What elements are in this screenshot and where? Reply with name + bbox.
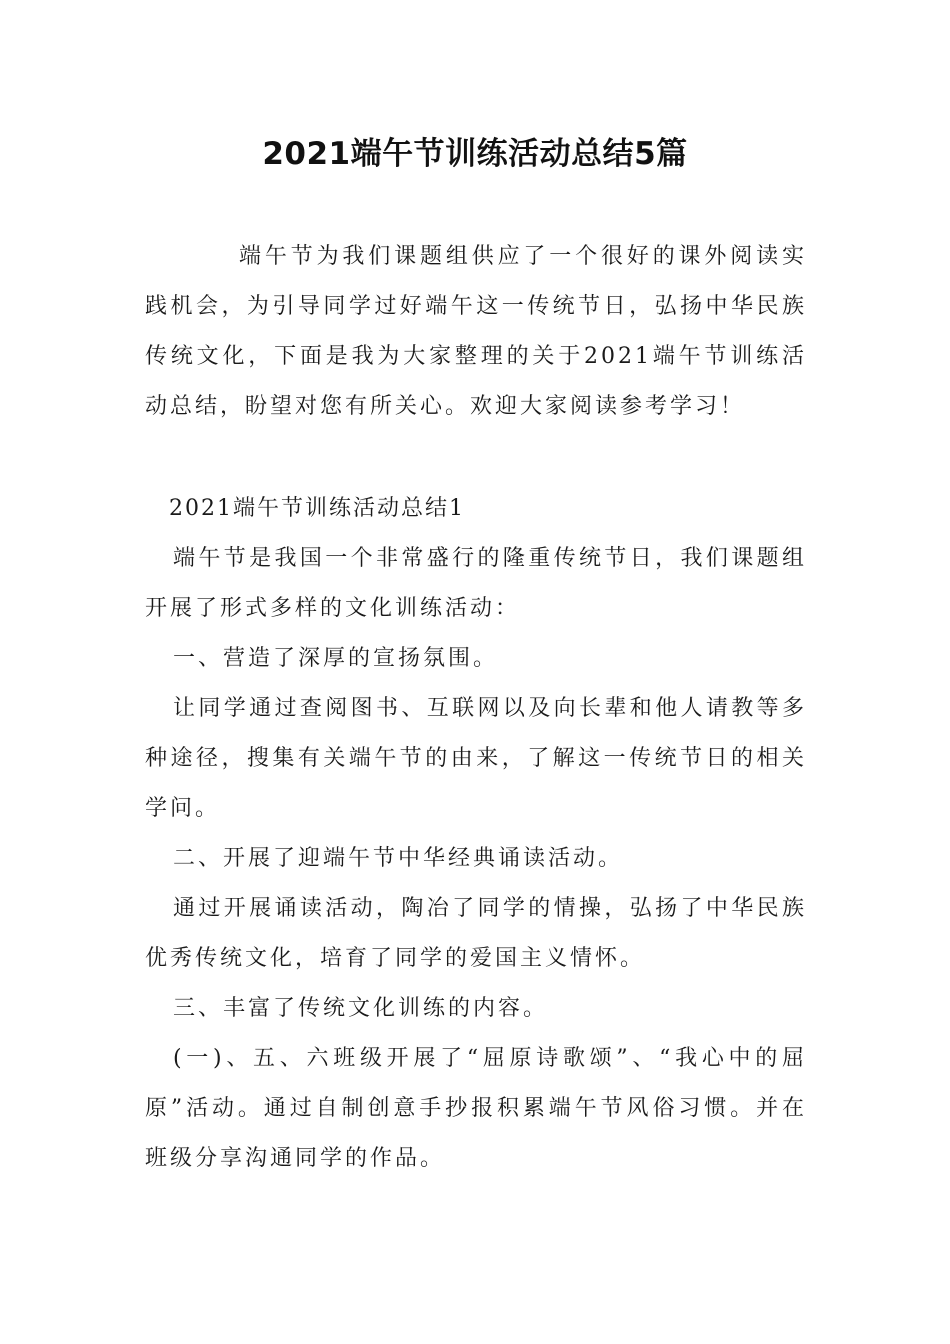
list-heading-3: 三、丰富了传统文化训练的内容。 <box>173 996 549 1021</box>
list-heading-1: 一、营造了深厚的宣扬氛围。 <box>173 646 499 671</box>
body-paragraph: 通过开展诵读活动，陶冶了同学的情操，弘扬了中华民族优秀传统文化，培育了同学的爱国主义情怀。 <box>145 896 807 971</box>
list-heading-2: 二、开展了迎端午节中华经典诵读活动。 <box>173 846 624 871</box>
document-body <box>145 232 807 1184</box>
section-heading: 2021端午节训练活动总结1 <box>169 496 465 521</box>
body-paragraph: 端午节是我国一个非常盛行的隆重传统节日，我们课题组开展了形式多样的文化训练活动： <box>145 546 807 621</box>
intro-paragraph: 端午节为我们课题组供应了一个很好的课外阅读实践机会，为引导同学过好端午这一传统节日，弘扬中华民族传统文化，下面是我为大家整理的关于2021端午节训练活动总结，盼望对您有所关心。欢迎大家阅读参考学习！ <box>145 244 807 419</box>
body-paragraph: 让同学通过查阅图书、互联网以及向长辈和他人请教等多种途径，搜集有关端午节的由来，了解这一传统节日的相关学问。 <box>145 696 807 821</box>
paragraph-gap <box>145 432 807 484</box>
body-paragraph: (一)、五、六班级开展了“屈原诗歌颂”、“我心中的屈原”活动。通过自制创意手抄报积累端午节风俗习惯。并在班级分享沟通同学的作品。 <box>145 1046 807 1171</box>
document-title: 2021端午节训练活动总结5篇 <box>262 136 688 172</box>
